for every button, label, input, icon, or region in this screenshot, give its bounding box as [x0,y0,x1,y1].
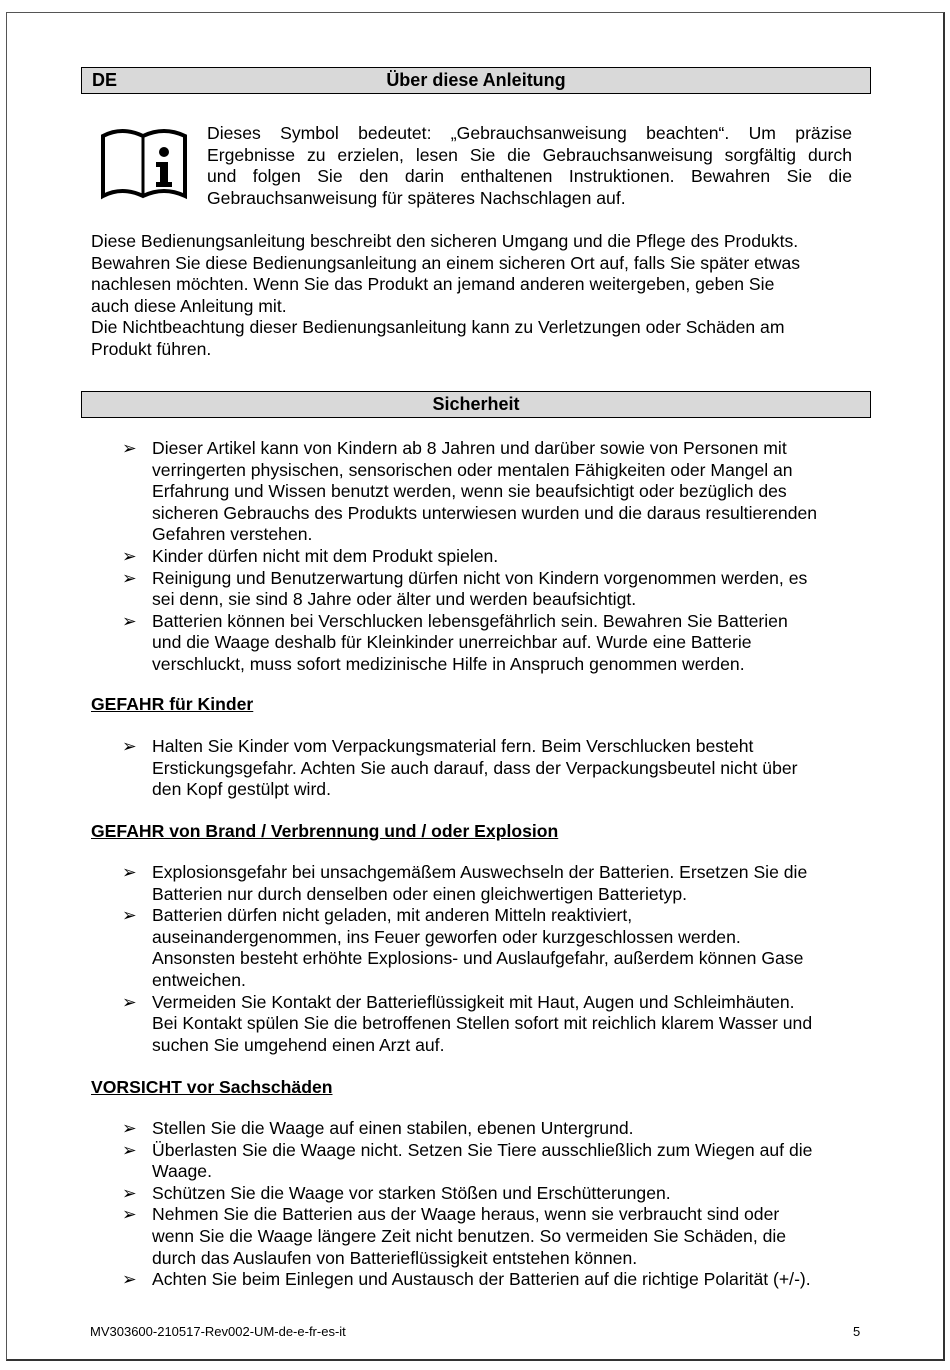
text-line: Dieser Artikel kann von Kindern ab 8 Jahren und darüber sowie von Personen mit [152,438,787,458]
text-line: Diese Bedienungsanleitung beschreibt den sicheren Umgang und die Pflege des Produkts. [91,231,799,251]
text-line: Stellen Sie die Waage auf einen stabilen, ebenen Untergrund. [152,1118,634,1138]
arrow-bullet-icon: ➢ [122,1182,137,1203]
read-instructions-icon [100,124,188,200]
text-line: und folgen Sie den darin enthaltenen Instruktionen. Bewahren Sie die [207,166,852,187]
list-item [122,1140,862,1183]
list-item [122,546,862,568]
text-line: nachlesen möchten. Wenn Sie das Produkt an jemand anderen weitergeben, geben Sie [91,274,775,295]
intro-paragraph [91,231,800,361]
text-line: Gefahren verstehen. [152,524,313,545]
language-code: DE [92,70,118,90]
list-item [122,611,862,676]
subsection-heading: GEFAHR für Kinder [91,694,254,714]
list-item [122,905,862,991]
symbol-explanation [207,123,852,209]
text-line: Halten Sie Kinder vom Verpackungsmaterial fern. Beim Verschlucken besteht [152,736,754,756]
arrow-bullet-icon: ➢ [122,545,137,566]
text-line: durch das Auslaufen von Batterieflüssigkeit entstehen können. [152,1247,638,1268]
list-item [122,862,862,905]
text-line: Waage. [152,1161,212,1182]
bullet-list [122,1118,862,1291]
text-line: Achten Sie beim Einlegen und Austausch der Batterien auf die richtige Polarität (+/-). [152,1269,811,1290]
text-line: Batterien dürfen nicht geladen, mit anderen Mitteln reaktiviert, [152,905,633,926]
list-item [122,1269,862,1291]
text-line: Erfahrung und Wissen benutzt werden, wenn sie beaufsichtigt oder bezüglich des [152,481,787,502]
arrow-bullet-icon: ➢ [122,567,137,588]
list-item [122,736,862,801]
text-line: auch diese Anleitung mit. [91,295,287,316]
text-line: und die Waage deshalb für Kleinkinder unerreichbar auf. Wurde eine Batterie [152,632,752,653]
text-line: sicheren Gebrauchs des Produkts unterwiesen wurden und die daraus resultierenden [152,502,818,523]
section-title: Über diese Anleitung [386,70,566,90]
arrow-bullet-icon: ➢ [122,862,137,882]
text-line: wenn Sie die Waage längere Zeit nicht benutzen. So vermeiden Sie Schäden, die [152,1225,787,1246]
text-line: Bei Kontakt spülen Sie die betroffenen Stellen sofort mit reichlich klarem Wasser und [152,1013,813,1034]
footer-doc-id: MV303600-210517-Rev002-UM-de-e-fr-es-it [90,1324,346,1339]
list-item [122,992,862,1057]
bullet-list [122,862,862,1056]
list-item [122,1183,862,1205]
text-line: Ansonsten besteht erhöhte Explosions- und Auslaufgefahr, außerdem können Gase [152,948,804,969]
arrow-bullet-icon: ➢ [122,1269,137,1290]
list-item [122,438,862,546]
arrow-bullet-icon: ➢ [122,905,137,926]
subsection-heading: GEFAHR von Brand / Verbrennung und / oder Explosion [91,821,559,841]
section-header-safety [81,391,871,418]
text-line: verringerten physischen, sensorischen oder mentalen Fähigkeiten oder Mangel an [152,459,793,480]
list-item [122,568,862,611]
text-line: Batterien nur durch denselben oder einen gleichwertigen Batterietyp. [152,883,687,904]
bullet-list [122,438,862,676]
bullet-list [122,736,862,801]
text-line: Dieses Symbol bedeutet: „Gebrauchsanweisung beachten“. Um präzise [207,123,852,143]
text-line: Die Nichtbeachtung dieser Bedienungsanleitung kann zu Verletzungen oder Schäden am [91,317,785,338]
arrow-bullet-icon: ➢ [122,1204,137,1225]
text-line: Bewahren Sie diese Bedienungsanleitung an einem sicheren Ort auf, falls Sie später etwas [91,252,801,273]
text-line: Erstickungsgefahr. Achten Sie auch darauf, dass der Verpackungsbeutel nicht über [152,757,798,778]
text-line: Kinder dürfen nicht mit dem Produkt spielen. [152,545,499,566]
arrow-bullet-icon: ➢ [122,610,137,631]
text-line: Ergebnisse zu erzielen, lesen Sie die Gebrauchsanweisung sorgfältig durch [207,144,852,165]
text-line: den Kopf gestülpt wird. [152,779,331,800]
text-line: auseinandergenommen, ins Feuer geworfen oder kurzgeschlossen werden. [152,926,741,947]
arrow-bullet-icon: ➢ [122,1139,137,1160]
text-line: Nehmen Sie die Batterien aus der Waage heraus, wenn sie verbraucht sind oder [152,1204,780,1225]
text-line: Gebrauchsanweisung für späteres Nachschlagen auf. [207,187,626,208]
text-line: sei denn, sie sind 8 Jahre oder älter und werden beaufsichtigt. [152,589,637,610]
text-line: verschluckt, muss sofort medizinische Hilfe in Anspruch genommen werden. [152,653,745,674]
page-number: 5 [853,1324,861,1339]
text-line: Schützen Sie die Waage vor starken Stößen und Erschütterungen. [152,1182,671,1203]
section-header-about [81,67,871,94]
text-line: Reinigung und Benutzerwartung dürfen nicht von Kindern vorgenommen werden, es [152,567,808,588]
text-line: Explosionsgefahr bei unsachgemäßem Auswechseln der Batterien. Ersetzen Sie die [152,862,808,882]
list-item [122,1204,862,1269]
arrow-bullet-icon: ➢ [122,991,137,1012]
subsection-heading: VORSICHT vor Sachschäden [91,1077,333,1097]
text-line: Produkt führen. [91,338,212,359]
text-line: suchen Sie umgehend einen Arzt auf. [152,1034,445,1055]
arrow-bullet-icon: ➢ [122,1118,137,1138]
section-title: Sicherheit [432,394,520,414]
text-line: entweichen. [152,969,246,990]
text-line: Überlasten Sie die Waage nicht. Setzen Sie Tiere ausschließlich zum Wiegen auf die [152,1139,813,1160]
text-line: Vermeiden Sie Kontakt der Batterieflüssigkeit mit Haut, Augen und Schleimhäuten. [152,991,795,1012]
list-item [122,1118,862,1140]
arrow-bullet-icon: ➢ [122,438,137,458]
text-line: Batterien können bei Verschlucken lebensgefährlich sein. Bewahren Sie Batterien [152,610,788,631]
arrow-bullet-icon: ➢ [122,736,137,756]
